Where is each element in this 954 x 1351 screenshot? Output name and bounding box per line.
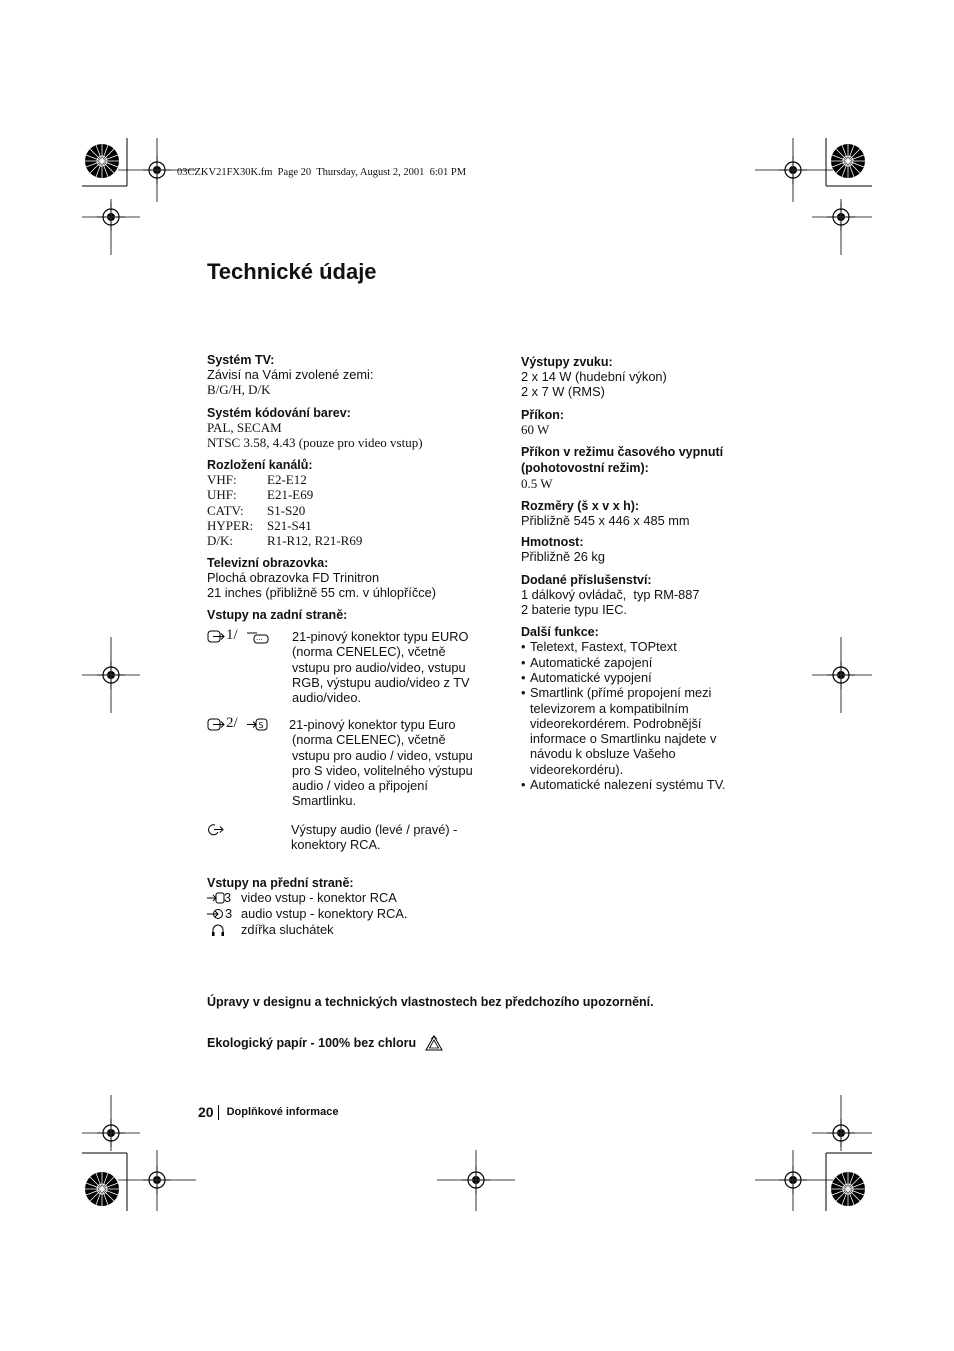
eco-paper-note xyxy=(207,1034,444,1052)
section-color-system xyxy=(207,406,497,451)
section-front-inputs xyxy=(207,876,497,938)
headphones-icon xyxy=(211,924,225,937)
section-power xyxy=(521,408,761,437)
connector-description xyxy=(289,717,473,809)
section-dimensions xyxy=(521,499,761,528)
scart-symbol: 1/ xyxy=(226,627,238,643)
text-line: B/G/H, D/K xyxy=(207,382,271,398)
scart-s-video-icon xyxy=(207,717,292,733)
text-line: 2 baterie typu IEC. xyxy=(521,602,627,618)
section-audio-out xyxy=(521,355,761,400)
channel-range: R1-R12, R21-R69 xyxy=(267,533,363,549)
section-heading: Dodané příslušenství: xyxy=(521,572,652,587)
eco-paper-text: Ekologický papír - 100% bez chloru xyxy=(207,1036,417,1050)
recycle-icon xyxy=(424,1034,444,1052)
text-line: 60 W xyxy=(521,421,550,437)
input-description: video vstup - konektor RCA xyxy=(241,890,397,905)
channel-band: UHF: xyxy=(207,487,237,503)
section-system-tv xyxy=(207,353,497,398)
audio-output-icon xyxy=(207,823,225,837)
feature-item: • Smartlink (přímé propojení mezi televizorem a kompatibilním videorekordérem. Podrobnější informace o Smartlinku najdete v návodu k obsluze Vašeho videorekordéru). xyxy=(521,685,725,777)
input-number: 3 xyxy=(225,906,233,921)
front-input-row xyxy=(207,906,497,922)
front-input-row xyxy=(207,922,497,938)
channel-row xyxy=(207,503,497,518)
text-line: 0.5 W xyxy=(521,475,553,491)
scart-input-icon xyxy=(207,629,292,645)
page-footer xyxy=(198,1104,338,1120)
text-line: 1 dálkový ovládač, typ RM-887 xyxy=(521,586,700,602)
text-line: 2 x 14 W (hudební výkon) xyxy=(521,369,667,384)
channel-row xyxy=(207,518,497,533)
text-line: vstupu pro audio / video, vstupu xyxy=(292,747,473,763)
section-weight xyxy=(521,535,761,564)
text-line: 21-pinový konektor typu Euro xyxy=(289,717,456,732)
channel-row xyxy=(207,487,497,502)
section-heading: Televizní obrazovka: xyxy=(207,555,329,570)
left-column xyxy=(207,353,497,622)
section-heading: Systém TV: xyxy=(207,353,275,367)
section-features xyxy=(521,625,761,792)
channel-row xyxy=(207,533,497,548)
feature-item: • Automatické zapojení xyxy=(521,655,761,670)
text-line: (norma CENELEC), včetně xyxy=(292,644,446,660)
section-heading: Systém kódování barev: xyxy=(207,405,351,420)
channel-range: S1-S20 xyxy=(267,502,306,518)
text-line: Závisí na Vámi zvolené zemi: xyxy=(207,367,374,382)
section-heading-rear-inputs: Vstupy na zadní straně: xyxy=(207,608,348,623)
text-line: Plochá obrazovka FD Trinitron xyxy=(207,569,380,585)
section-standby xyxy=(521,444,761,491)
channel-band: VHF: xyxy=(207,472,237,488)
file-info-header: 03CZKV21FX30K.fm Page 20 Thursday, August 2, 2001 6:01 PM xyxy=(177,167,467,178)
channel-band: HYPER: xyxy=(207,518,254,534)
section-heading: Výstupy zvuku: xyxy=(521,355,613,369)
svg-text:···: ··· xyxy=(256,636,263,644)
connector-description xyxy=(292,629,470,705)
text-line: vstupu pro audio/video, vstupu xyxy=(292,659,466,675)
text-line: (norma CELENEC), včetně xyxy=(292,732,446,748)
section-heading: (pohotovostní režim): xyxy=(521,460,649,475)
text-line: 21-pinový konektor typu EURO xyxy=(292,629,469,644)
channel-band: CATV: xyxy=(207,502,244,518)
section-heading: Vstupy na přední straně: xyxy=(207,876,354,890)
connector-description xyxy=(291,822,457,853)
audio-input-icon xyxy=(207,908,225,920)
channel-range: E2-E12 xyxy=(267,472,307,488)
feature-item: • Teletext, Fastext, TOPtext xyxy=(521,639,761,654)
section-accessories xyxy=(521,573,761,618)
text-line: PAL, SECAM xyxy=(207,419,282,435)
footer-section: Doplňkové informace xyxy=(226,1106,339,1118)
input-number: 3 xyxy=(224,890,232,905)
scart-symbol: 2/ xyxy=(226,715,238,731)
feature-item: • Automatické vypojení xyxy=(521,670,761,685)
text-line: 21 inches (přibližně 55 cm. v úhlopříčce) xyxy=(207,584,437,600)
text-line: 2 x 7 W (RMS) xyxy=(521,384,605,400)
channel-range: E21-E69 xyxy=(267,487,314,503)
section-screen xyxy=(207,556,497,601)
text-line: audio/video. xyxy=(292,690,362,706)
section-heading: Další funkce: xyxy=(521,625,599,640)
text-line: pro S video, volitelného výstupu xyxy=(292,762,473,778)
page-number: 20 xyxy=(198,1104,214,1120)
right-column xyxy=(521,355,761,792)
footer-divider xyxy=(218,1105,219,1120)
text-line: Přibližně 26 kg xyxy=(521,549,605,565)
section-heading: Příkon: xyxy=(521,407,565,422)
svg-text:S: S xyxy=(258,721,264,730)
feature-item: • Automatické nalezení systému TV. xyxy=(521,777,761,792)
input-description: zdířka sluchátek xyxy=(241,922,334,937)
text-line: RGB, výstupu audio/video z TV xyxy=(292,674,470,690)
channel-row xyxy=(207,472,497,487)
page-title: Technické údaje xyxy=(207,259,377,284)
text-line: audio / video a připojení xyxy=(292,778,428,794)
section-heading: Rozměry (š x v x h): xyxy=(521,499,640,514)
channel-range: S21-S41 xyxy=(267,518,312,534)
front-input-row xyxy=(207,890,497,906)
channel-band: D/K: xyxy=(207,533,233,549)
text-line: Výstupy audio (levé / pravé) - xyxy=(291,822,458,837)
text-line: NTSC 3.58, 4.43 (pouze pro video vstup) xyxy=(207,434,423,450)
section-heading: Příkon v režimu časového vypnutí xyxy=(521,444,724,459)
section-heading: Hmotnost: xyxy=(521,535,584,550)
text-line: konektory RCA. xyxy=(291,837,381,853)
text-line: Smartlinku. xyxy=(292,793,357,809)
video-input-icon xyxy=(207,892,225,904)
input-description: audio vstup - konektory RCA. xyxy=(241,906,408,921)
section-heading: Rozložení kanálů: xyxy=(207,458,313,473)
text-line: Přibližně 545 x 446 x 485 mm xyxy=(521,513,690,529)
design-change-notice: Úpravy v designu a technických vlastnostech bez předchozího upozornění. xyxy=(207,995,654,1009)
section-channels xyxy=(207,458,497,548)
